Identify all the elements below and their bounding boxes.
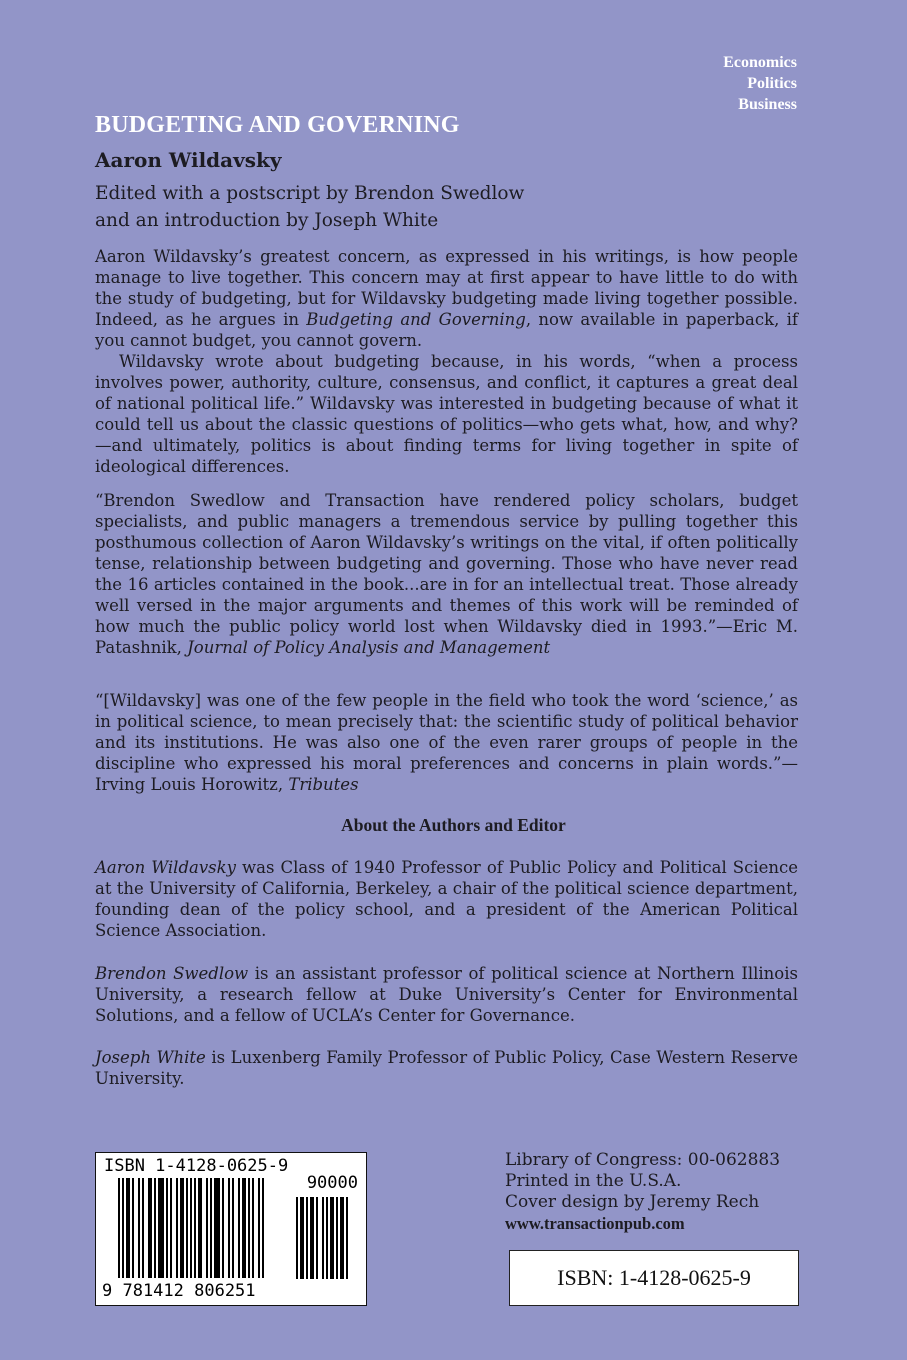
- barcode-bars: [118, 1178, 286, 1278]
- barcode-price-code: 90000: [306, 1173, 358, 1193]
- barcode-bar: [322, 1197, 324, 1279]
- barcode-bar: [132, 1178, 134, 1278]
- barcode-bar: [222, 1178, 224, 1278]
- barcode-bar: [340, 1197, 344, 1279]
- barcode-digits: 9 781412 806251: [102, 1281, 256, 1301]
- barcode-bar: [258, 1178, 260, 1278]
- barcode-bar: [206, 1178, 208, 1278]
- review-quote-horowitz: “[Wildavsky] was one of the few people in the field who took the word ‘science,’ as in political science, to mean precisely that: the scientific study of political behavior and its institutions. He was also one of the even rarer groups of people in the discipline who expressed his moral preferences and concerns in plain words.”—Irving Louis Horowitz, Tributes: [95, 691, 798, 794]
- barcode: [95, 1152, 367, 1306]
- bio-swedlow: Brendon Swedlow is an assistant professor of political science at Northern Illinois University, a research fellow at Duke University’s Center for Environmental Solutions, and a fellow of UCLA’s Center for Governance.: [95, 964, 798, 1025]
- description-paragraph-1: Aaron Wildavsky’s greatest concern, as expressed in his writings, is how people manage to live together. This concern may at first appear to have little to do with the study of budgeting, but for Wildavsky budgeting made living together possible. Indeed, as he argues in Budgeting and Governing, now available in paperback, if you cannot budget, you cannot govern.: [95, 247, 799, 350]
- printed-in: Printed in the U.S.A.: [505, 1171, 682, 1191]
- bio-name: Aaron Wildavsky: [95, 858, 236, 877]
- description-paragraph-2: Wildavsky wrote about budgeting because, in his words, “when a process involves power, authority, culture, consensus, and conflict, it captures a great deal of national political life.” Wildavsky was interested in budgeting because of what it could tell us about the classic questions of politics—who gets what, how, and why?—and ultimately, politics is about finding terms for living together in spite of ideological differences.: [95, 352, 798, 476]
- barcode-bar: [214, 1178, 220, 1278]
- publisher-url[interactable]: www.transactionpub.com: [505, 1214, 685, 1233]
- barcode-bar: [306, 1197, 308, 1279]
- barcode-bar: [210, 1178, 212, 1278]
- barcode-bar: [142, 1178, 144, 1278]
- barcode-isbn: ISBN 1-4128-0625-9: [104, 1156, 289, 1176]
- barcode-bar: [170, 1178, 172, 1278]
- category-economics: Economics: [723, 54, 797, 71]
- isbn-box: ISBN: 1-4128-0625-9: [509, 1250, 799, 1306]
- barcode-bar: [300, 1197, 304, 1279]
- barcode-bar: [154, 1178, 156, 1278]
- barcode-bar: [238, 1178, 240, 1278]
- bio-wildavsky: Aaron Wildavsky was Class of 1940 Professor of Public Policy and Political Science at the University of California, Berkeley, a chair of the political science department, founding dean of the policy school, and a president of the American Political Science Association.: [95, 858, 798, 940]
- barcode-bar: [346, 1197, 348, 1279]
- barcode-bar: [180, 1178, 184, 1278]
- barcode-bar: [138, 1178, 140, 1278]
- barcode-bar: [262, 1178, 264, 1278]
- category-list: [723, 52, 797, 115]
- library-of-congress: Library of Congress: 00-062883: [505, 1150, 781, 1170]
- book-author: Aaron Wildavsky: [95, 148, 282, 172]
- editor-line: Edited with a postscript by Brendon Swedlow: [95, 183, 525, 204]
- category-business: Business: [738, 96, 797, 113]
- quote-source: Tributes: [288, 775, 359, 794]
- quote-source: Journal of Policy Analysis and Management: [187, 638, 551, 657]
- editor-credits: [95, 180, 815, 234]
- barcode-bar: [310, 1197, 314, 1279]
- barcode-bar: [232, 1178, 234, 1278]
- bio-name: Brendon Swedlow: [95, 964, 249, 983]
- barcode-bar: [186, 1178, 188, 1278]
- barcode-bar: [166, 1178, 168, 1278]
- barcode-bar: [242, 1178, 246, 1278]
- barcode-bar: [330, 1197, 334, 1279]
- barcode-bar: [228, 1178, 230, 1278]
- barcode-bar: [336, 1197, 338, 1279]
- barcode-bar: [194, 1178, 196, 1278]
- about-heading: About the Authors and Editor: [341, 815, 566, 835]
- barcode-bar: [190, 1178, 192, 1278]
- introduction-line: and an introduction by Joseph White: [95, 210, 439, 231]
- barcode-bar: [122, 1178, 124, 1278]
- cover-design: Cover design by Jeremy Rech: [505, 1192, 760, 1212]
- barcode-bar: [148, 1178, 152, 1278]
- book-title: BUDGETING AND GOVERNING: [95, 112, 460, 138]
- barcode-bar: [118, 1178, 120, 1278]
- publication-info: [505, 1150, 780, 1234]
- barcode-bar: [248, 1178, 250, 1278]
- barcode-bar: [252, 1178, 254, 1278]
- barcode-addon-bars: [296, 1197, 358, 1279]
- bio-name: Joseph White: [95, 1048, 206, 1067]
- barcode-bar: [176, 1178, 178, 1278]
- barcode-bar: [326, 1197, 328, 1279]
- barcode-bar: [198, 1178, 202, 1278]
- review-quote-patashnik: “Brendon Swedlow and Transaction have rendered policy scholars, budget specialists, and public managers a tremendous service by pulling together this posthumous collection of Aaron Wildavsky’s writings on the vital, if often politically tense, relationship between budgeting and governing. Those who have never read the 16 articles contained in the book...are in for an intellectual treat. Those already well versed in the major arguments and themes of this work will be reminded of how much the public policy world lost when Wildavsky died in 1993.”—Eric M. Patashnik, Journal of Policy Analysis and Management: [95, 491, 798, 657]
- barcode-bar: [158, 1178, 164, 1278]
- book-title-italic: Budgeting and Governing: [306, 310, 526, 329]
- category-politics: Politics: [747, 75, 797, 92]
- barcode-bar: [316, 1197, 318, 1279]
- barcode-bar: [126, 1178, 130, 1278]
- bio-white: Joseph White is Luxenberg Family Professor of Public Policy, Case Western Reserve University.: [95, 1048, 798, 1088]
- barcode-bar: [296, 1197, 298, 1279]
